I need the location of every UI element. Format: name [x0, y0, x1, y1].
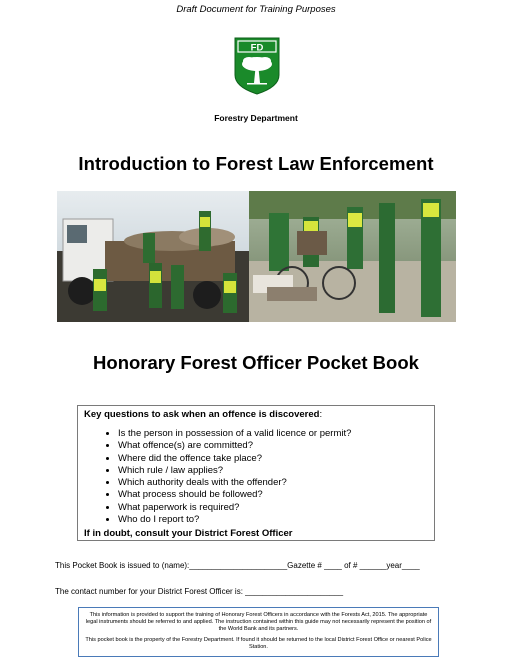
draft-header: Draft Document for Training Purposes	[176, 4, 336, 15]
forestry-department-logo	[234, 37, 280, 95]
field-photo-strip	[57, 191, 456, 322]
ownership-paragraph: This pocket book is the property of the Forestry Department. If found it should be returned to the local District Forest Office or nearest Police Station.	[85, 637, 432, 651]
key-questions-heading: Key questions to ask when an offence is discovered:	[84, 409, 323, 420]
question-item: • Which rule / law applies?	[118, 465, 428, 477]
disclaimer-box	[78, 607, 439, 657]
question-item: • Is the person in possession of a valid licence or permit?	[118, 428, 428, 440]
department-name: Forestry Department	[214, 113, 298, 123]
contact-number-line: The contact number for your District Forest Officer is: ______________________	[55, 587, 344, 596]
question-item: • What paperwork is required?	[118, 502, 428, 514]
question-item: • Where did the offence take place?	[118, 453, 428, 465]
key-questions-list	[84, 428, 428, 526]
question-item: • Which authority deals with the offender?	[118, 477, 428, 489]
question-item: • What offence(s) are committed?	[118, 440, 428, 452]
question-item: • Who do I report to?	[118, 514, 428, 526]
svg-text:FD: FD	[250, 42, 264, 54]
disclaimer-paragraph: This information is provided to support the training of Honorary Forest Officers in accordance with the Forests Act, 2015. The appropriate legal instruments should be referred to and applied. The instruction contained within this guide may not necessarily represent the position of the World Bank and its partners.	[85, 612, 432, 632]
issued-to-line: This Pocket Book is issued to (name):______________________Gazette # ____ of # ______year____	[55, 561, 420, 570]
question-item: • What process should be followed?	[118, 489, 428, 501]
key-questions-footer: If in doubt, consult your District Forest Officer	[84, 528, 293, 539]
key-questions-box	[77, 405, 435, 541]
document-title: Introduction to Forest Law Enforcement	[78, 153, 434, 174]
document-subtitle: Honorary Forest Officer Pocket Book	[93, 352, 419, 373]
